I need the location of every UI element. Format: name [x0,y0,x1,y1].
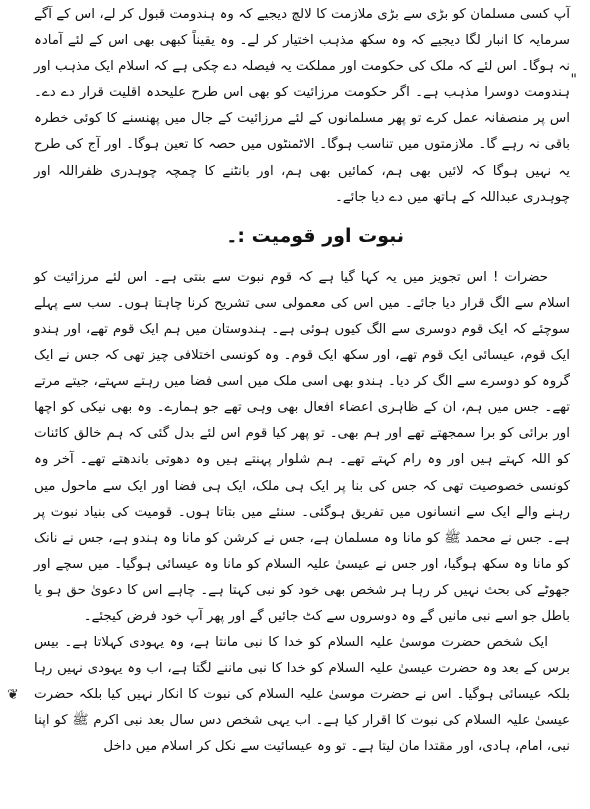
section-heading: نبوت اور قومیت :۔ [226,224,404,247]
margin-quote-mark: " [570,72,577,88]
paragraph-nationhood: حضرات ! اس تجویز میں یہ کہا گیا ہے کہ قوم نبوت سے بنتی ہے۔ اس لئے مرزائیت کو اسلام سے الگ قرار دیا جائے۔ میں اس کی معمولی سی تشریح کرنا چاہتا ہوں۔ سب سے پہلے سوچئے کہ ایک قوم دوسری سے الگ کیوں ہوئی ہے۔ ہندوستان میں ہم ایک قوم تھے، اور ہندو ایک قوم، عیسائی ایک قوم تھے، اور سکھ ایک قوم۔ وہ کونسی اختلافی چیز تھی کہ جس نے ایک گروہ کو دوسرے سے الگ کر دیا۔ ہندو بھی اسی ملک میں اسی فضا میں رہتے سہتے، جیتے مرتے تھے۔ جس میں ہم، ان کے ظاہری اعضاء افعال بھی وہی تھے جو ہمارے۔ وہ بھی نیکی کو اچھا اور برائی کو برا سمجھتے تھے اور ہم بھی۔ تو پھر کیا قوم اس لئے بدل گئی کہ ہم خالق کائنات کو اللہ کہتے ہیں اور وہ رام کہتے تھے۔ ہم شلوار پہنتے ہیں وہ دھوتی باندھتے تھے۔ آخر وہ کونسی خصوصیت تھی کہ جس کی بنا پر ایک ہی ملک، ایک ہی فضا اور ایک سے ماحول میں رہنے والے ایک سے انسانوں میں تفریق ہوگئی۔ سنئے میں بتاتا ہوں۔ قومیت کی بنیاد نبوت پر ہے۔ جس نے محمد ﷺ کو مانا وہ مسلمان ہے، جس نے کرشن کو مانا وہ ہندو ہے، جس نے نانک کو مانا وہ سکھ ہوگیا، اور جس نے عیسیٰ علیہ السلام کو مانا وہ عیسائی ہوگیا۔ میں سچے اور جھوٹے کی بحث نہیں کر رہا ہر شخص بھی خود کو نبی کہتا ہے۔ چاہے اس کا دعویٰ حق ہو یا باطل جو اسے نبی مانیں گے وہ دوسروں سے کٹ جائیں گے اور پھر آپ خود فرض کیجئے۔ [34,269,570,624]
margin-ornament-mark: ❦ [7,687,19,703]
paragraph-moses-example: ایک شخص حضرت موسیٰ علیہ السلام کو خدا کا نبی مانتا ہے، وہ یہودی کہلاتا ہے۔ بیس برس کے بعد وہ حضرت عیسیٰ علیہ السلام کو خدا کا نبی ماننے لگتا ہے، اب وہ یہودی نہیں رہا بلکہ عیسائی ہوگیا۔ اس نے حضرت موسیٰ علیہ السلام کی نبوت کا انکار نہیں کیا بلکہ حضرت عیسیٰ علیہ السلام کی نبوت کا اقرار کیا ہے۔ اب یہی شخص دس سال بعد نبی اکرم ﷺ کو اپنا نبی، امام، ہادی، اور مقتدا مان لیتا ہے۔ تو وہ عیسائیت سے نکل کر اسلام میں داخل [34,635,570,755]
paragraph-intro: آپ کسی مسلمان کو بڑی سے بڑی ملازمت کا لالچ دیجیے کہ وہ ہندومت قبول کر لے، اس کے آگے سرمایہ کا انبار لگا دیجیے کہ وہ سکھ مذہب اختیار کر لے۔ وہ یقیناً کبھی بھی اس کے لئے آمادہ نہ ہوگا۔ اس لئے کہ ملک کی حکومت اور مملکت یہ فیصلہ دے چکی ہے کہ اسلام ایک مذہب اور ہندومت دوسرا مذہب ہے۔ اگر حکومت مرزائیت کو بھی اس طرح علیحدہ اقلیت قرار دے دے۔ اس پر منصفانہ عمل کرے تو پھر مسلمانوں کے لئے مرزائیت کے جال میں پھنسنے کا کوئی خطرہ باقی نہ رہے گا۔ ملازمتوں میں تناسب ہوگا۔ الاٹمنٹوں میں حصہ کا تعین ہوگا۔ اور آج کی طرح یہ نہیں ہوگا کہ لائیں بھی ہم، کمائیں بھی ہم، اور بانٹنے کا چمچہ چوہدری ظفراللہ اور چوہدری عبداللہ کے ہاتھ میں دے دیا جائے۔ [34,7,570,205]
